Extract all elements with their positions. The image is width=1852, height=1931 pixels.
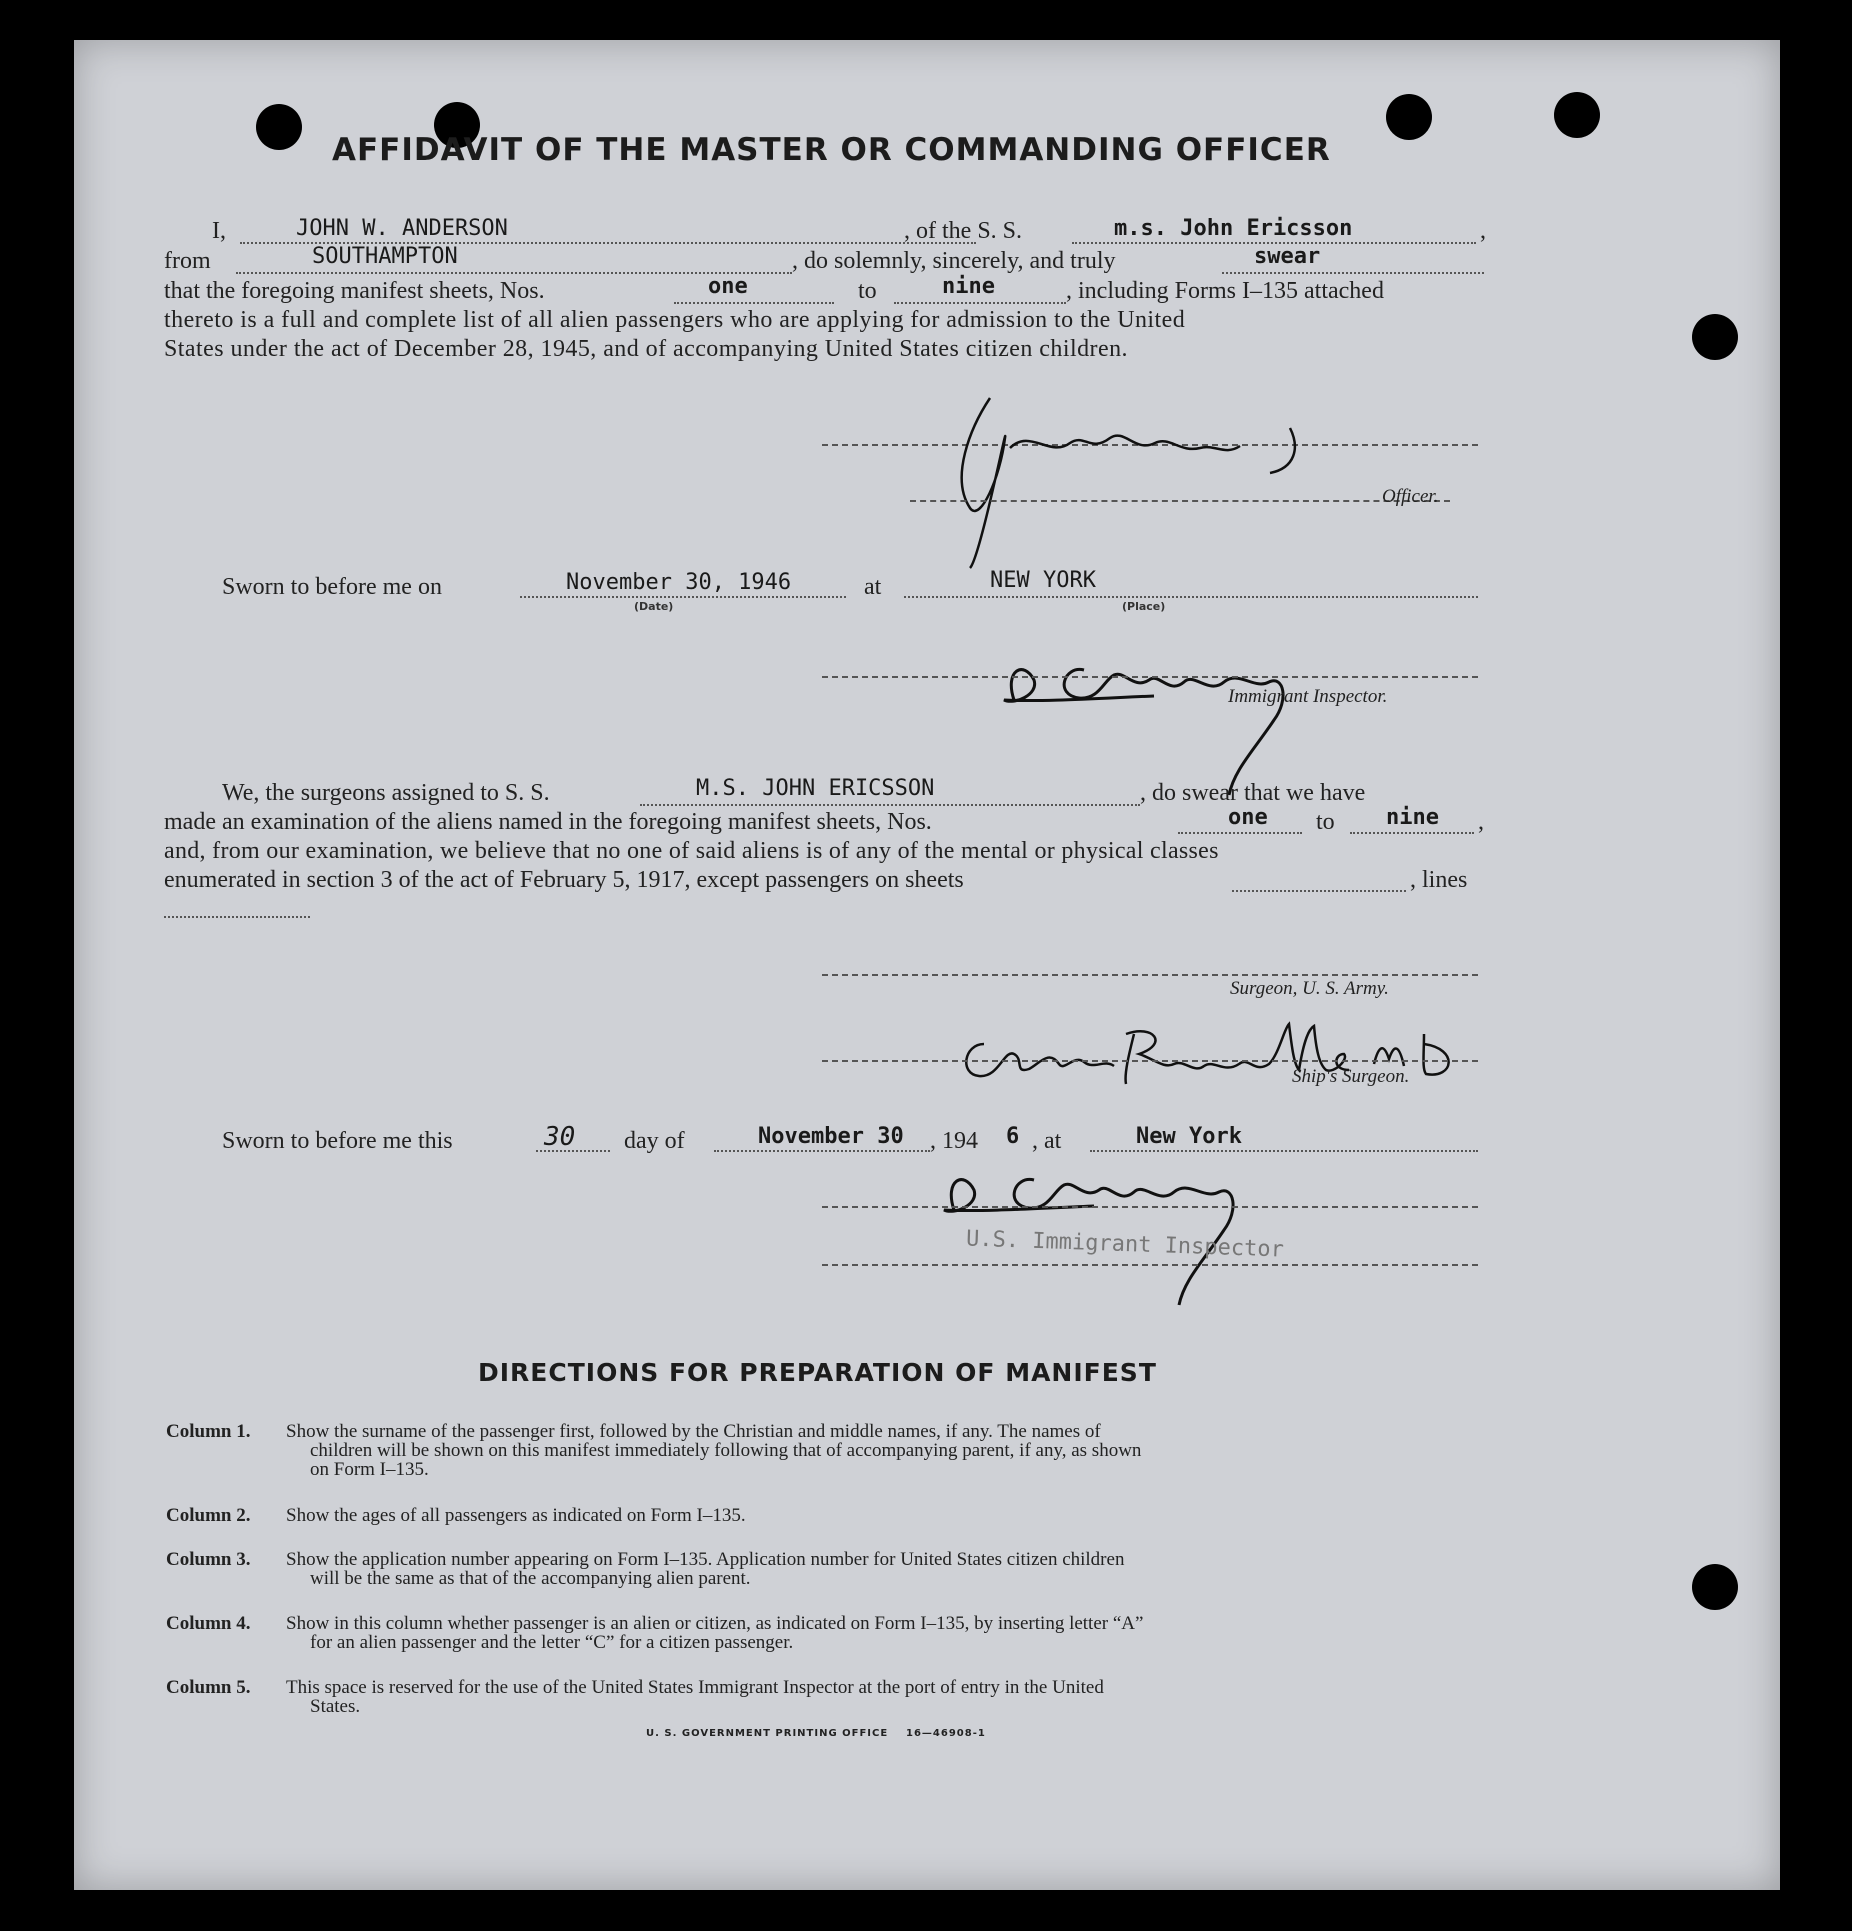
column-text-line: Show the surname of the passenger first, followed by the Christian and middle names, if any. The names of — [286, 1421, 1101, 1442]
column-text — [286, 1614, 1556, 1652]
column-text-line: on Form I–135. — [310, 1459, 429, 1480]
officer-signature-line-2 — [910, 500, 1450, 502]
officer-signature — [910, 358, 1370, 578]
form-number: 16—46908-1 — [906, 1728, 986, 1739]
sworn-place: NEW YORK — [990, 568, 1096, 593]
sworn-label: Sworn to before me on — [222, 574, 442, 600]
month-line — [714, 1150, 930, 1152]
affidavit-i: I, — [212, 218, 226, 244]
column-text-line: States. — [310, 1696, 361, 1717]
surgeon-ship-name: M.S. JOHN ERICSSON — [696, 776, 935, 801]
port-name: SOUTHAMPTON — [312, 244, 458, 269]
comma: , — [1478, 809, 1484, 835]
column-label: Column 4. — [166, 1613, 251, 1634]
army-surgeon-signature-line — [822, 974, 1478, 976]
column-text — [286, 1422, 1556, 1479]
list-item — [166, 1678, 1566, 1718]
directions-title: DIRECTIONS FOR PREPARATION OF MANIFEST — [478, 1358, 1157, 1387]
surgeon-sheet-from: one — [1228, 805, 1268, 830]
sworn-at-label: , at — [1032, 1128, 1062, 1154]
column-text-line: Show the application number appearing on Form I–135. Application number for United States citizen children — [286, 1549, 1125, 1570]
column-text-line: for an alien passenger and the letter “C” for a citizen passenger. — [310, 1632, 794, 1653]
printer-imprint: U. S. GOVERNMENT PRINTING OFFICE — [646, 1728, 889, 1739]
inspector-signature-2 — [924, 1130, 1324, 1310]
affidavit-line-4: thereto is a full and complete list of all alien passengers who are applying for admission to the United — [164, 307, 1186, 333]
ships-surgeon-signature — [954, 1004, 1474, 1114]
sheets-label: that the foregoing manifest sheets, Nos. — [164, 278, 545, 304]
surgeon-prefix: We, the surgeons assigned to S. S. — [222, 780, 550, 806]
punch-hole — [1692, 1564, 1738, 1610]
sworn-month: November 30 — [758, 1124, 904, 1149]
oath-line — [1222, 272, 1484, 274]
column-label: Column 3. — [166, 1549, 251, 1570]
punch-hole — [1386, 94, 1432, 140]
place-caption: (Place) — [1122, 600, 1166, 613]
list-item — [166, 1550, 1566, 1590]
column-label: Column 1. — [166, 1421, 251, 1442]
ship-name: m.s. John Ericsson — [1114, 216, 1353, 241]
sworn-place-line — [904, 596, 1478, 598]
surgeon-line-2: made an examination of the aliens named in the foregoing manifest sheets, Nos. — [164, 809, 932, 835]
list-item — [166, 1422, 1566, 1482]
officer-role-label: Officer. — [1382, 486, 1439, 507]
ships-surgeon-signature-line — [822, 1060, 1478, 1062]
column-text-line: Show the ages of all passengers as indicated on Form I–135. — [286, 1505, 746, 1526]
surgeon-sheet-to-line — [1350, 832, 1474, 834]
sworn-day: 30 — [544, 1122, 576, 1152]
to-label: to — [858, 278, 877, 304]
column-text — [286, 1678, 1556, 1716]
lines-exception-line — [164, 916, 310, 918]
at-label: at — [864, 574, 882, 600]
inspector-stamp-line — [822, 1264, 1478, 1266]
column-text-line: children will be shown on this manifest immediately following that of accompanying parent, if any, as shown — [310, 1440, 1142, 1461]
inspector-signature-line — [822, 676, 1478, 678]
surgeon-to-label: to — [1316, 809, 1335, 835]
surgeon-suffix: , do swear that we have — [1140, 780, 1366, 806]
inspector-signature — [984, 620, 1384, 800]
sworn-date: November 30, 1946 — [566, 570, 792, 595]
sheet-from-line — [674, 302, 834, 304]
sworn-place-2: New York — [1136, 1124, 1242, 1149]
oath-word: swear — [1254, 244, 1321, 269]
day-of-label: day of — [624, 1128, 685, 1154]
column-text-line: This space is reserved for the use of the United States Immigrant Inspector at the port of entry in the United — [286, 1677, 1104, 1698]
date-caption: (Date) — [634, 600, 674, 613]
army-surgeon-role-label: Surgeon, U. S. Army. — [1230, 978, 1389, 999]
column-text — [286, 1506, 1556, 1525]
officer-name: JOHN W. ANDERSON — [296, 216, 508, 241]
page-title: AFFIDAVIT OF THE MASTER OR COMMANDING OFFICER — [332, 132, 1331, 168]
column-text-line: will be the same as that of the accompanying alien parent. — [310, 1568, 751, 1589]
of-the-ss-label: , of the S. S. — [904, 218, 1023, 244]
comma: , — [1480, 218, 1486, 244]
sworn-date-line — [520, 596, 846, 598]
from-label: from — [164, 248, 211, 274]
punch-hole — [1692, 314, 1738, 360]
column-text-line: Show in this column whether passenger is an alien or citizen, as indicated on Form I–135, by inserting letter “A” — [286, 1613, 1144, 1634]
year-prefix: , 194 — [930, 1128, 978, 1154]
ships-surgeon-role-label: Ship's Surgeon. — [1292, 1066, 1410, 1087]
lines-label: , lines — [1410, 867, 1468, 893]
column-text — [286, 1550, 1556, 1588]
sheet-to-line — [894, 302, 1066, 304]
punch-hole — [256, 104, 302, 150]
list-item — [166, 1614, 1566, 1654]
inspector-role-label: Immigrant Inspector. — [1228, 686, 1388, 707]
surgeon-line-3: and, from our examination, we believe that no one of said aliens is of any of the mental or physical classes — [164, 838, 1219, 864]
do-solemnly-label: , do solemnly, sincerely, and truly — [792, 248, 1116, 274]
year-digit: 6 — [1006, 1124, 1020, 1149]
column-label: Column 2. — [166, 1505, 251, 1526]
forms-attached-label: , including Forms I–135 attached — [1066, 278, 1384, 304]
sheets-exception-line — [1232, 890, 1406, 892]
surgeon-sheet-from-line — [1178, 832, 1302, 834]
document-page — [74, 40, 1780, 1890]
inspector-stamp: U.S. Immigrant Inspector — [965, 1226, 1285, 1263]
affidavit-line-5: States under the act of December 28, 1945, and of accompanying United States citizen children. — [164, 336, 1128, 362]
sheet-from: one — [708, 274, 748, 299]
sworn-this-label: Sworn to before me this — [222, 1128, 453, 1154]
sheet-to: nine — [942, 274, 995, 299]
surgeon-sheet-to: nine — [1386, 805, 1439, 830]
column-label: Column 5. — [166, 1677, 251, 1698]
surgeon-line-4: enumerated in section 3 of the act of February 5, 1917, except passengers on sheets — [164, 867, 964, 893]
surgeon-ship-line — [640, 804, 1140, 806]
inspector-signature-line-2 — [822, 1206, 1478, 1208]
list-item — [166, 1506, 1566, 1526]
punch-hole — [1554, 92, 1600, 138]
